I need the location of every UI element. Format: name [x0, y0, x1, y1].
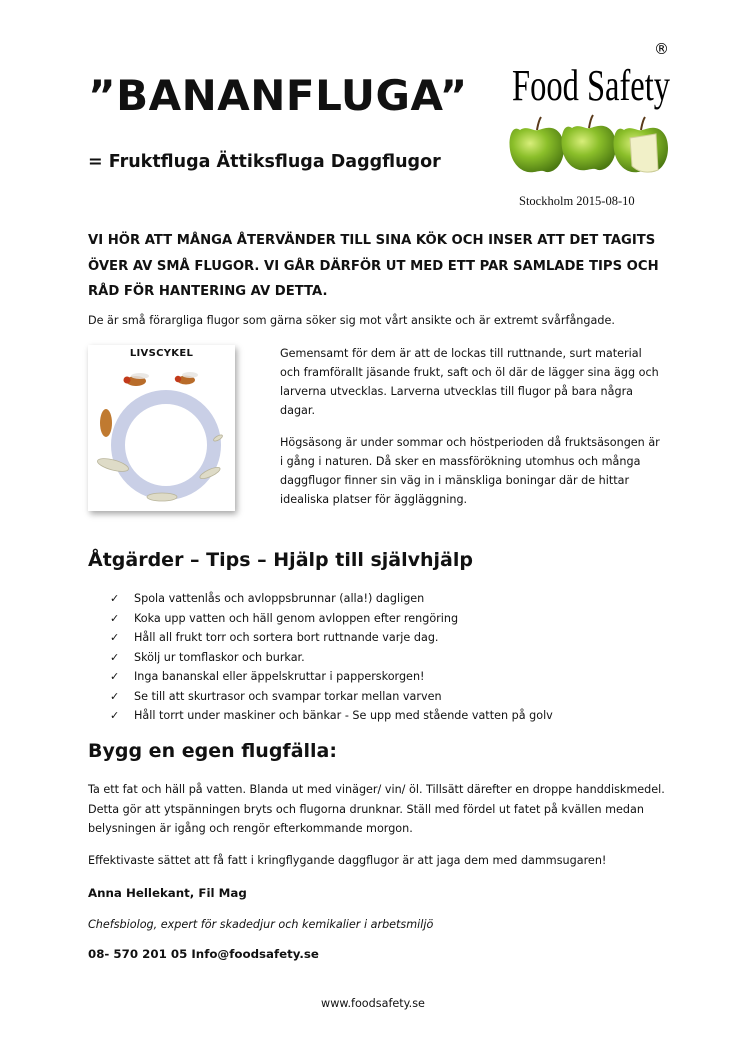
pupa-icon [100, 409, 112, 437]
three-green-apples-icon [498, 38, 682, 184]
lifecycle-figure [88, 345, 235, 511]
document-subtitle: = Fruktfluga Ättiksfluga Daggflugor [88, 152, 441, 172]
trap-tip: Effektivaste sättet att få fatt i kringflygande daggflugor är att jaga dem med dammsugaren! [88, 854, 607, 867]
list-item: ✓ Inga bananskal eller äppelskruttar i papperskorgen! [110, 667, 553, 687]
list-item: ✓ Skölj ur tomflaskor och burkar. [110, 648, 553, 668]
checkmark-icon: ✓ [110, 709, 120, 722]
list-item: ✓ Spola vattenlås och avloppsbrunnar (alla!) dagligen [110, 589, 553, 609]
tips-heading: Åtgärder – Tips – Hjälp till självhjälp [88, 549, 473, 571]
adult-fly-icon [175, 372, 198, 385]
checkmark-icon: ✓ [110, 592, 120, 605]
intro-paragraph: VI HÖR ATT MÅNGA ÅTERVÄNDER TILL SINA KÖK OCH INSER ATT DET TAGITS ÖVER AV SMÅ FLUGOR. VI GÅR DÄRFÖR UT MED ETT PAR SAMLADE TIPS OCH RÅD FÖR HANTERING AV DETTA. [88, 233, 659, 299]
checkmark-icon: ✓ [110, 650, 120, 664]
adult-fly-icon [124, 373, 150, 386]
author-name: Anna Hellekant, Fil Mag [88, 886, 247, 900]
author-role: Chefsbiolog, expert för skadedjur och kemikalier i arbetsmiljö [88, 918, 434, 931]
side-paragraph: Högsäsong är under sommar och höstperioden då fruktsäsongen är i gång i naturen. Då sker en massförökning utomhus och många daggflugor finner sin väg in i mänskliga boningar där de hittar idealiska platser för äggläggning. [280, 436, 660, 506]
trap-paragraph: Ta ett fat och häll på vatten. Blanda ut med vinäger/ vin/ öl. Tillsätt därefter en droppe handdiskmedel. Detta gör att ytspänningen bryts och flugorna drunknar. Ställ med fördel ut fatet på kvällen medan belysningen är igång och rengör efterkommande morgon. [88, 783, 665, 835]
list-item: ✓ Håll torrt under maskiner och bänkar - Se upp med stående vatten på golv [110, 706, 553, 726]
document-title: ”BANANFLUGA” [88, 71, 468, 120]
trap-heading: Bygg en egen flugfälla: [88, 740, 337, 762]
registered-mark: ® [654, 40, 669, 58]
fruit-fly-lifecycle-icon [88, 345, 235, 511]
checkmark-icon: ✓ [110, 689, 120, 703]
larva-icon [147, 493, 177, 501]
checkmark-icon: ✓ [110, 611, 120, 625]
author-contact[interactable]: 08- 570 201 05 Info@foodsafety.se [88, 947, 319, 961]
side-paragraph: Gemensamt för dem är att de lockas till ruttnande, surt material och framförallt jäsande frukt, saft och öl där de lägger sina ägg och larverna utvecklas. Larverna utvecklas till flugor på bara några dagar. [280, 347, 659, 417]
tips-list [110, 589, 553, 726]
description-paragraph: De är små förargliga flugor som gärna söker sig mot vårt ansikte och är extremt svårfångade. [88, 314, 615, 327]
food-safety-logo [498, 38, 682, 184]
checkmark-icon: ✓ [110, 670, 120, 683]
checkmark-icon: ✓ [110, 631, 120, 644]
lifecycle-label: LIVSCYKEL [129, 348, 194, 359]
document-date: Stockholm 2015-08-10 [519, 194, 635, 208]
list-item: ✓ Håll all frukt torr och sortera bort ruttnande varje dag. [110, 628, 553, 648]
list-item: ✓ Koka upp vatten och häll genom avloppen efter rengöring [110, 609, 553, 629]
list-item: ✓ Se till att skurtrasor och svampar torkar mellan varven [110, 687, 553, 707]
footer-url[interactable]: www.foodsafety.se [321, 997, 425, 1010]
logo-brand-text: Food Safety [512, 61, 670, 110]
